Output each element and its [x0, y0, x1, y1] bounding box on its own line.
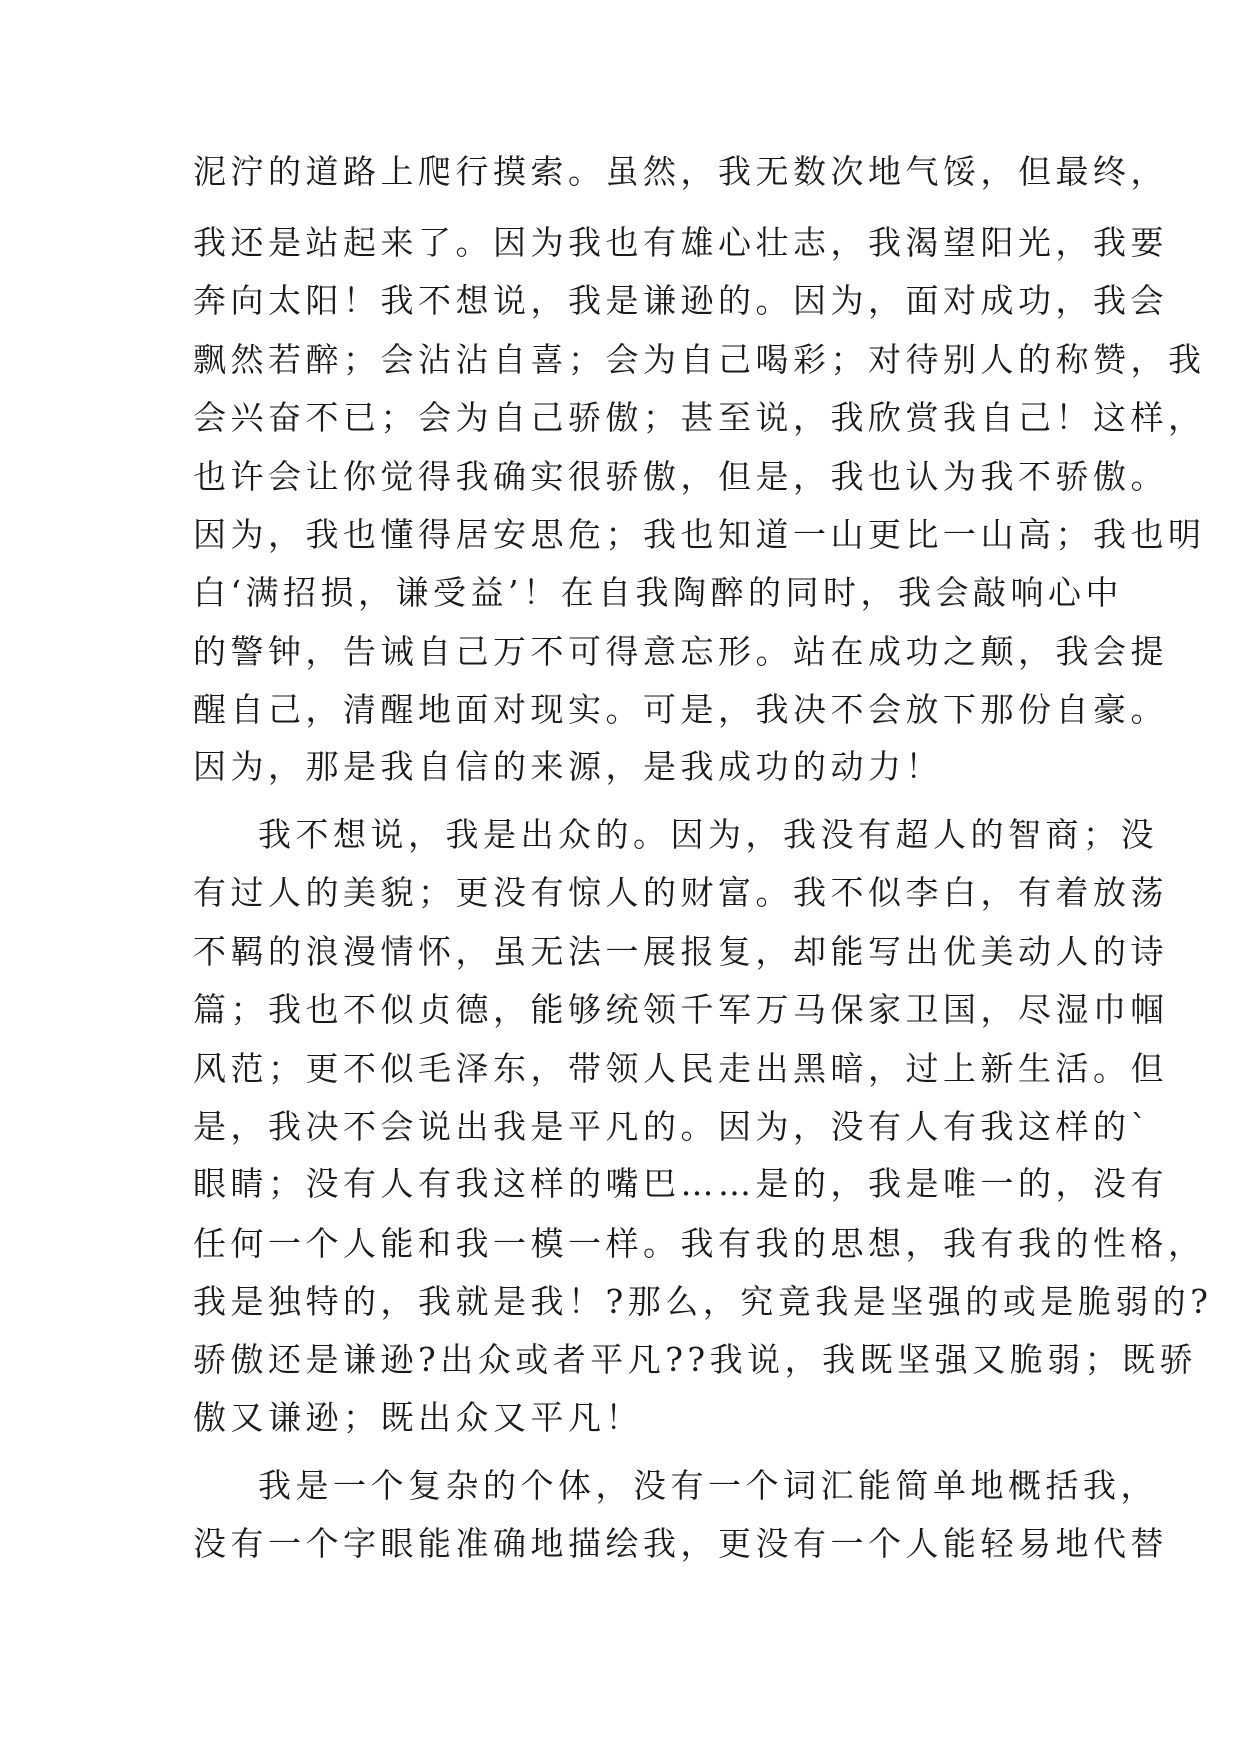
text-line: 眼睛；没有人有我这样的嘴巴……是的，我是唯一的，没有	[193, 1164, 1168, 1203]
text-line: 会兴奋不已；会为自己骄傲；甚至说，我欣赏我自己！这样，	[193, 398, 1206, 437]
text-line: 因为，那是我自信的来源，是我成功的动力！	[193, 747, 943, 786]
text-line: 因为，我也懂得居安思危；我也知道一山更比一山高；我也明	[193, 515, 1206, 554]
text-line: 的警钟，告诫自己万不可得意忘形。站在成功之颠，我会提	[193, 632, 1168, 671]
text-line: 我是独特的，我就是我！?那么，究竟我是坚强的或是脆弱的?	[193, 1282, 1213, 1321]
text-line: 任何一个人能和我一模一样。我有我的思想，我有我的性格，	[193, 1224, 1206, 1263]
paragraph-first-line: 我是一个复杂的个体，没有一个词汇能简单地概括我，	[258, 1466, 1158, 1505]
text-line: 有过人的美貌；更没有惊人的财富。我不似李白，有着放荡	[193, 873, 1168, 912]
text-line: 是，我决不会说出我是平凡的。因为，没有人有我这样的`	[193, 1107, 1152, 1146]
text-line: 傲又谦逊；既出众又平凡！	[193, 1398, 643, 1437]
text-line: 白‘满招损，谦受益’！在自我陶醉的同时，我会敲响心中	[193, 573, 1123, 612]
text-line: 骄傲还是谦逊?出众或者平凡??我说，我既坚强又脆弱；既骄	[193, 1340, 1198, 1379]
text-line: 篇；我也不似贞德，能够统领千军万马保家卫国，尽湿巾帼	[193, 990, 1168, 1029]
text-line: 醒自己，清醒地面对现实。可是，我决不会放下那份自豪。	[193, 690, 1168, 729]
text-line: 不羁的浪漫情怀，虽无法一展报复，却能写出优美动人的诗	[193, 932, 1168, 971]
paragraph-first-line: 我不想说，我是出众的。因为，我没有超人的智商；没	[258, 815, 1158, 854]
text-line: 我还是站起来了。因为我也有雄心壮志，我渴望阳光，我要	[193, 223, 1168, 262]
text-line: 没有一个字眼能准确地描绘我，更没有一个人能轻易地代替	[193, 1524, 1168, 1563]
text-line: 也许会让你觉得我确实很骄傲，但是，我也认为我不骄傲。	[193, 457, 1168, 496]
text-line: 飘然若醉；会沾沾自喜；会为自己喝彩；对待别人的称赞，我	[193, 340, 1206, 379]
text-line: 泥泞的道路上爬行摸索。虽然，我无数次地气馁，但最终，	[193, 152, 1168, 191]
text-line: 奔向太阳！我不想说，我是谦逊的。因为，面对成功，我会	[193, 281, 1168, 320]
text-line: 风范；更不似毛泽东，带领人民走出黑暗，过上新生活。但	[193, 1049, 1168, 1088]
